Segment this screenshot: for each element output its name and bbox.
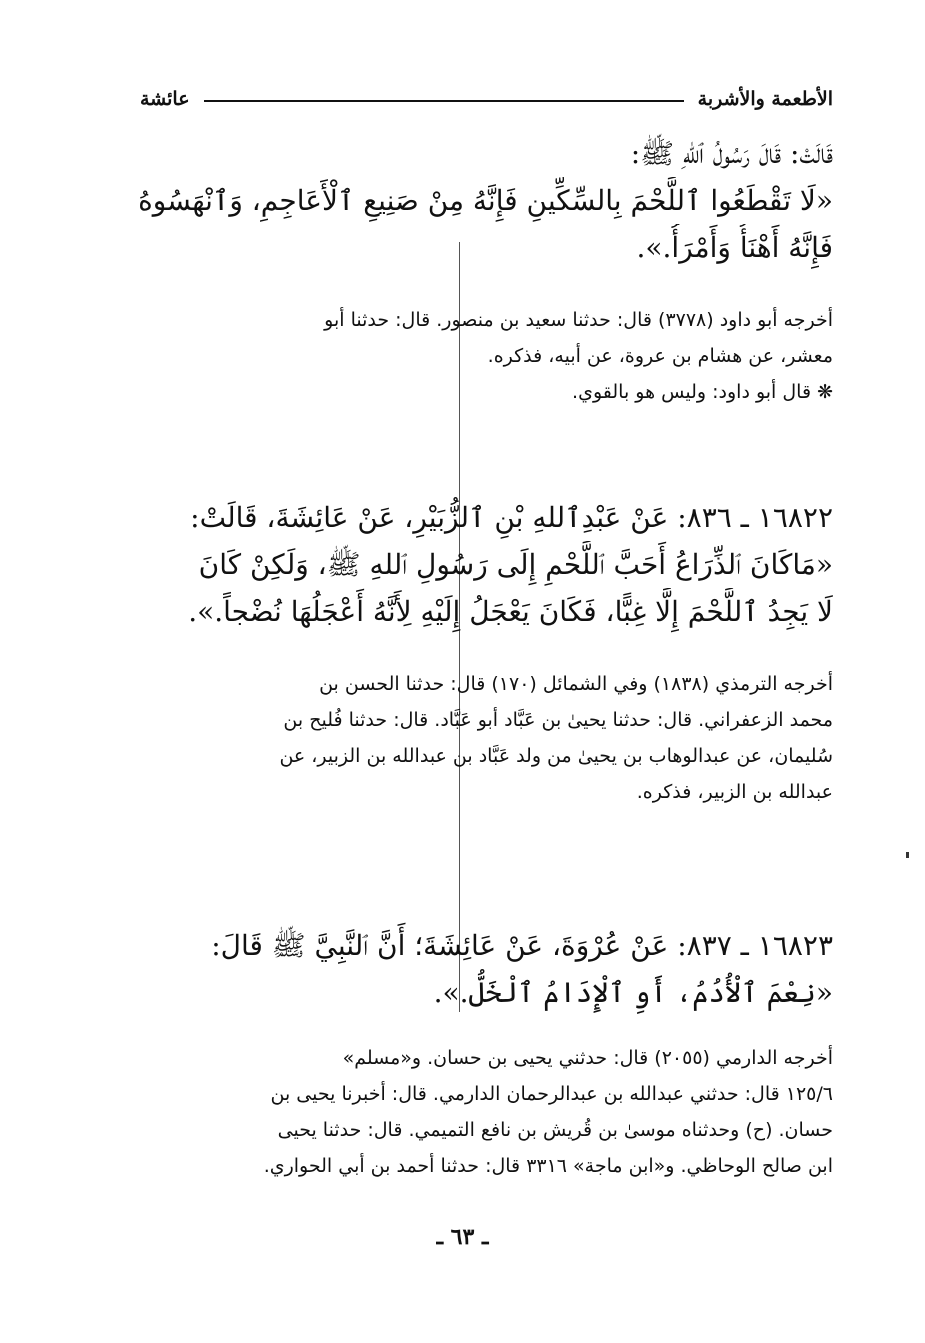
note-line: أخرجه أبو داود (٣٧٧٨) قال: حدثنا سعيد بن منصور. قال: حدثنا أبو xyxy=(324,309,833,331)
note-line: أخرجه الترمذي (١٨٣٨) وفي الشمائل (١٧٠) قال: حدثنا الحسن بن xyxy=(319,673,833,695)
note-line: محمد الزعفراني. قال: حدثنا يحيىٰ بن عَبَّاد أبو عَبَّاد. قال: حدثنا فُليح بن xyxy=(283,709,833,731)
note-line: أخرجه الدارمي (٢٠٥٥) قال: حدثني يحيى بن حسان. و«مسلم» xyxy=(342,1047,833,1069)
note-line: ❋ قال أبو داود: وليس هو بالقوي. xyxy=(572,381,833,403)
takhrij-note-1 xyxy=(135,302,833,410)
hadith-line: لَا يَجِدُ ٱللَّحْمَ إِلَّا غِبًّا، فَكَانَ يَعْجَلُ إِلَيْهِ لِأَنَّهُ أَعْجَلُهَا نُضْجاً.». xyxy=(188,595,833,628)
hadith-line: «نِعْمَ ٱلْأُدُمُ، أَوِ ٱلْإِدَامُ ٱلْخَلُّ.». xyxy=(433,976,833,1009)
takhrij-note-2 xyxy=(135,666,833,810)
hadith-line: ١٦٨٢٣ ـ ٨٣٧: عَنْ عُرْوَةَ، عَنْ عَائِشَةَ؛ أَنَّ ٱلنَّبِيَّ ﷺ قَالَ: xyxy=(211,929,833,962)
header-book-title: الأطعمة والأشربة xyxy=(697,88,833,110)
scan-speck xyxy=(906,852,909,858)
note-line: معشر، عن هشام بن عروة، عن أبيه، فذكره. xyxy=(487,345,833,367)
note-line: ابن صالح الوحاظي. و«ابن ماجة» ٣٣١٦ قال: حدثنا أحمد بن أبي الحواري. xyxy=(263,1155,833,1177)
note-line: عبدالله بن الزبير، فذكره. xyxy=(636,781,833,803)
page-number: ـ ٦٣ ـ xyxy=(436,1224,489,1250)
hadith-text-3 xyxy=(135,922,833,1016)
note-line: ١٢٥/٦ قال: حدثني عبدالله بن عبدالرحمان الدارمي. قال: أخبرنا يحيى بن xyxy=(270,1083,833,1105)
hadith-line: فَإِنَّهُ أَهْنَأُ وَأَمْرَأُ.». xyxy=(636,231,833,264)
hadith-line: «لَا تَقْطَعُوا ٱللَّحْمَ بِالسِّكِّينِ فَإِنَّهُ مِنْ صَنِيعِ ٱلْأَعَاجِمِ، وَٱنْهَسُوهُ xyxy=(138,184,833,217)
hadith-line: ١٦٨٢٢ ـ ٨٣٦: عَنْ عَبْدِٱللهِ بْنِ ٱلزُّبَيْرِ، عَنْ عَائِشَةَ، قَالَتْ: xyxy=(190,501,833,534)
header-chapter-title: عائشة xyxy=(140,88,190,110)
note-line: سُليمان، عن عبدالوهاب بن يحيىٰ من ولد عَبَّاد بن عبدالله بن الزبير، عن xyxy=(279,745,833,767)
hadith-line: «مَاكَانَ ٱلذِّرَاعُ أَحَبَّ ٱللَّحْمِ إِلَى رَسُولِ ٱللهِ ﷺ، وَلَكِنْ كَانَ xyxy=(198,548,833,581)
running-header xyxy=(140,82,833,116)
hadith-line: قَالَتْ: قَالَ رَسُولُ ٱللهِ ﷺ: xyxy=(630,137,833,170)
hadith-text-2 xyxy=(135,494,833,635)
note-line: حسان. (ح) وحدثناه موسىٰ بن قُريش بن نافع التميمي. قال: حدثنا يحيى xyxy=(277,1119,833,1141)
header-rule xyxy=(204,100,684,102)
hadith-text-1 xyxy=(135,130,833,271)
takhrij-note-3 xyxy=(135,1040,833,1184)
